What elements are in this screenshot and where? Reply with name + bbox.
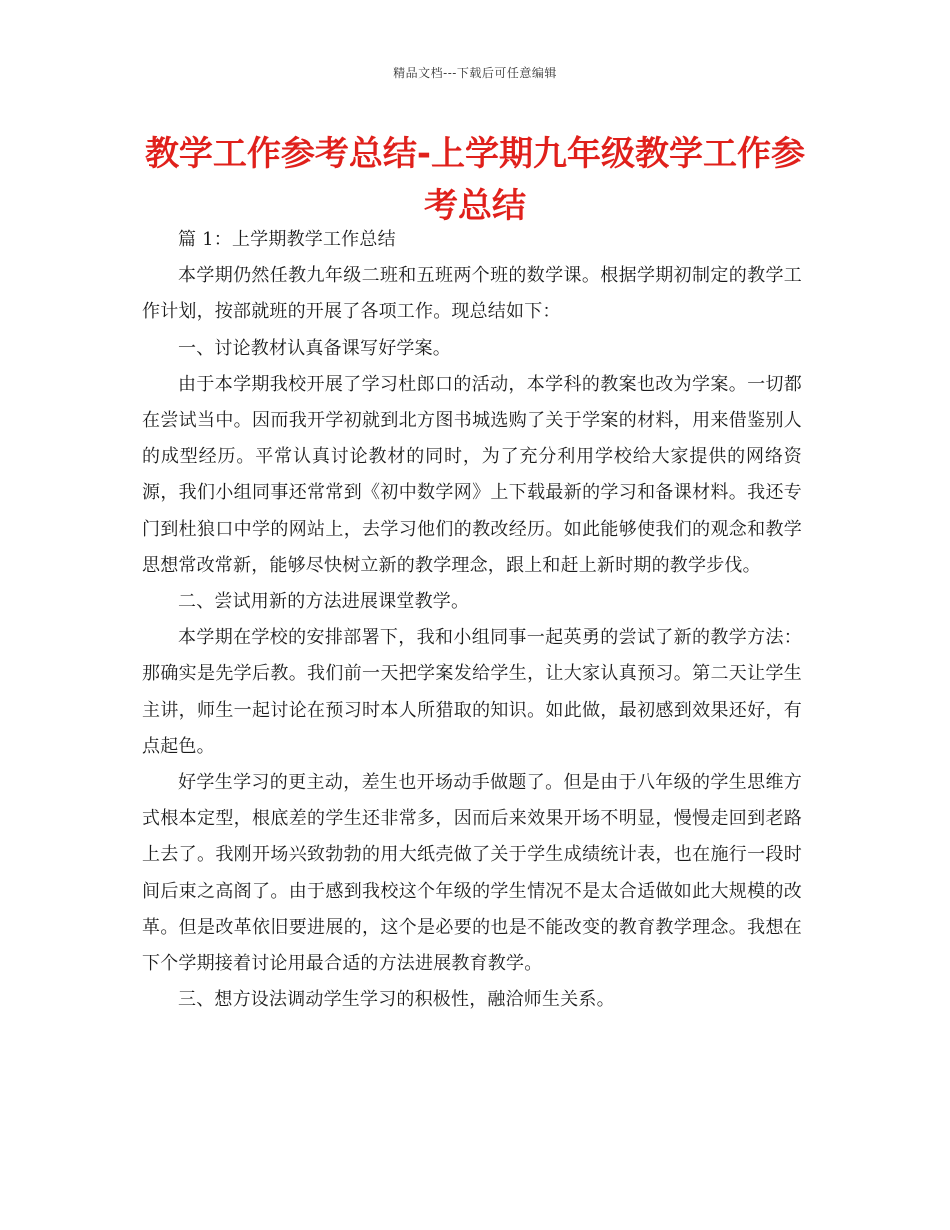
header-note: 精品文档---下载后可任意编辑 [393, 66, 557, 80]
paragraph-section-label: 篇 1：上学期教学工作总结 [178, 229, 396, 250]
paragraph-two-a: 本学期在学校的安排部署下，我和小组同事一起英勇的尝试了新的教学方法：那确实是先学后教。我们前一天把学案发给学生，让大家认真预习。第二天让学生主讲，师生一起讨论在预习时本人所猎取的知识。如此做，最初感到效果还好，有点起色。 [142, 627, 802, 757]
document-title: 教学工作参考总结-上学期九年级教学工作参考总结 [144, 134, 806, 226]
heading-two: 二、尝试用新的方法进展课堂教学。 [178, 591, 470, 613]
paragraph-two-b: 好学生学习的更主动，差生也开场动手做题了。但是由于八年级的学生思维方式根本定型，根底差的学生还非常多，因而后来效果开场不明显，慢慢走回到老路上去了。我刚开场兴致勃勃的用大纸壳做了关于学生成绩统计表，也在施行一段时间后束之高阁了。由于感到我校这个年级的学生情况不是太合适做如此大规模的改革。但是改革依旧要进展的，这个是必要的也是不能改变的教育教学理念。我想在下个学期接着讨论用最合适的方法进展教育教学。 [142, 772, 802, 975]
paragraph-intro: 本学期仍然任教九年级二班和五班两个班的数学课。根据学期初制定的教学工作计划，按部就班的开展了各项工作。现总结如下： [142, 265, 802, 323]
paragraph-one: 由于本学期我校开展了学习杜郎口的活动，本学科的教案也改为学案。一切都在尝试当中。因而我开学初就到北方图书城选购了关于学案的材料，用来借鉴别人的成型经历。平常认真讨论教材的同时，为了充分利用学校给大家提供的网络资源，我们小组同事还常常到《初中数学网》上下载最新的学习和备课材料。我还专门到杜狼口中学的网站上，去学习他们的教改经历。如此能够使我们的观念和教学思想常改常新，能够尽快树立新的教学理念，跟上和赶上新时期的教学步伐。 [142, 373, 802, 576]
document-body [142, 222, 802, 1018]
heading-three: 三、想方设法调动学生学习的积极性，融洽师生关系。 [178, 989, 615, 1011]
heading-one: 一、讨论教材认真备课写好学案。 [178, 337, 451, 359]
